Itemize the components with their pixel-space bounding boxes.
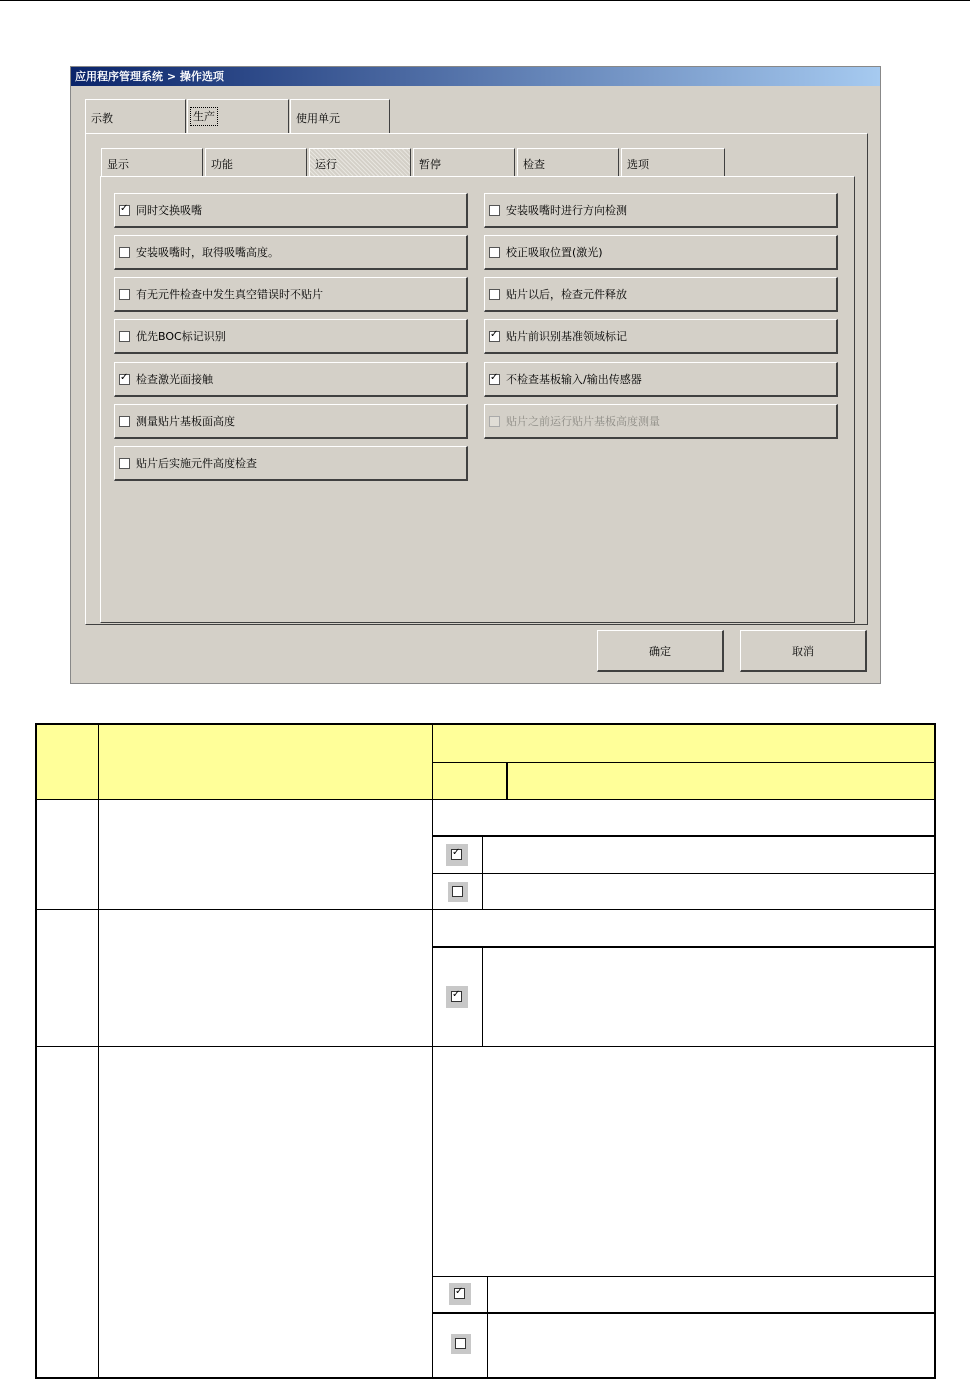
option-post-placement-height-check[interactable] [114,446,468,481]
option-label: 安装吸嘴时，取得吸嘴高度。 [136,246,279,259]
tab-use-unit[interactable] [290,99,390,133]
checkbox-icon[interactable] [489,247,500,258]
option-label: 有无元件检查中发生真空错误时不贴片 [136,288,323,301]
option-label: 贴片以后，检查元件释放 [506,288,627,301]
table-divider [433,873,934,874]
option-label: 贴片前识别基准领域标记 [506,330,627,343]
row3-unchecked-mark-icon [451,1334,471,1354]
tab-production[interactable] [187,99,289,133]
option-nozzle-direction-check[interactable] [484,193,838,228]
option-label: 测量贴片基板面高度 [136,415,235,428]
operation-options-dialog [70,66,881,684]
tab-production-label: 生产 [193,110,215,123]
header-cell-content [507,763,934,799]
option-label: 贴片后实施元件高度检查 [136,457,257,470]
option-label: 检查激光面接触 [136,373,213,386]
table-divider [98,725,99,1377]
option-measure-board-height[interactable] [114,404,468,439]
option-label: 优先BOC标记识别 [136,330,226,343]
checkbox-icon[interactable] [489,374,500,385]
tab-function-label: 功能 [211,158,233,171]
tab-inspect-label: 检查 [523,158,545,171]
tab-use-unit-label: 使用单元 [296,112,340,125]
option-no-placement-on-vacuum-error[interactable] [114,277,468,312]
dialog-title: 应用程序管理系统 > 操作选项 [71,67,880,86]
tab-teach-label: 示教 [91,112,113,125]
option-label: 安装吸嘴时进行方向检测 [506,204,627,217]
table-divider [506,763,508,799]
option-pre-placement-height-measure [484,404,838,439]
tab-display[interactable] [101,148,203,176]
table-divider [433,1312,934,1314]
top-rule [0,0,970,1]
table-divider [432,725,433,1377]
option-label: 校正吸取位置(激光) [506,246,603,259]
table-divider [37,1046,934,1047]
settings-table [35,723,936,1379]
table-divider [433,835,934,837]
option-label: 同时交换吸嘴 [136,204,202,217]
option-recognize-reference-mark[interactable] [484,319,838,354]
checkbox-icon[interactable] [119,205,130,216]
table-divider [482,947,483,1046]
checkbox-icon[interactable] [119,458,130,469]
table-divider [433,946,934,948]
checkbox-icon[interactable] [119,331,130,342]
checkbox-icon[interactable] [489,205,500,216]
table-divider [37,909,934,910]
option-get-nozzle-height[interactable] [114,235,468,270]
checkbox-icon[interactable] [489,289,500,300]
table-divider [487,1276,488,1377]
row2-checked-mark-icon [446,986,468,1008]
tab-run-label: 运行 [315,158,337,171]
row3-checked-mark-icon [449,1283,471,1305]
header-cell-no [37,725,98,799]
tab-inspect[interactable] [517,148,619,176]
option-skip-board-io-sensor[interactable] [484,362,838,397]
option-swap-nozzles-simultaneously[interactable] [114,193,468,228]
ok-button[interactable]: 确定 [597,630,724,672]
header-cell-setting [433,725,934,762]
table-divider [37,799,934,800]
option-laser-surface-contact[interactable] [114,362,468,397]
option-boc-mark-priority[interactable] [114,319,468,354]
checkbox-icon[interactable] [119,247,130,258]
tab-run[interactable] [309,148,411,176]
checkbox-icon[interactable] [119,416,130,427]
table-divider [433,1276,934,1277]
cancel-button[interactable]: 取消 [740,630,867,672]
tab-pause[interactable] [413,148,515,176]
tab-display-label: 显示 [107,158,129,171]
row1-unchecked-mark-icon [448,882,468,902]
checkbox-icon [489,416,500,427]
tab-function[interactable] [205,148,307,176]
checkbox-icon[interactable] [119,374,130,385]
tab-options-label: 选项 [627,158,649,171]
tab-teach[interactable] [85,99,186,133]
checkbox-icon[interactable] [119,289,130,300]
option-check-component-release[interactable] [484,277,838,312]
option-correct-pickup-position[interactable] [484,235,838,270]
option-label: 不检查基板输入/输出传感器 [506,373,642,386]
option-label: 贴片之前运行贴片基板高度测量 [506,415,660,428]
row1-checked-mark-icon [446,844,468,866]
checkbox-icon[interactable] [489,331,500,342]
table-divider [433,762,934,763]
header-cell-mark [433,763,506,799]
header-cell-item [99,725,432,799]
tab-options[interactable] [621,148,725,176]
tab-pause-label: 暂停 [419,158,441,171]
